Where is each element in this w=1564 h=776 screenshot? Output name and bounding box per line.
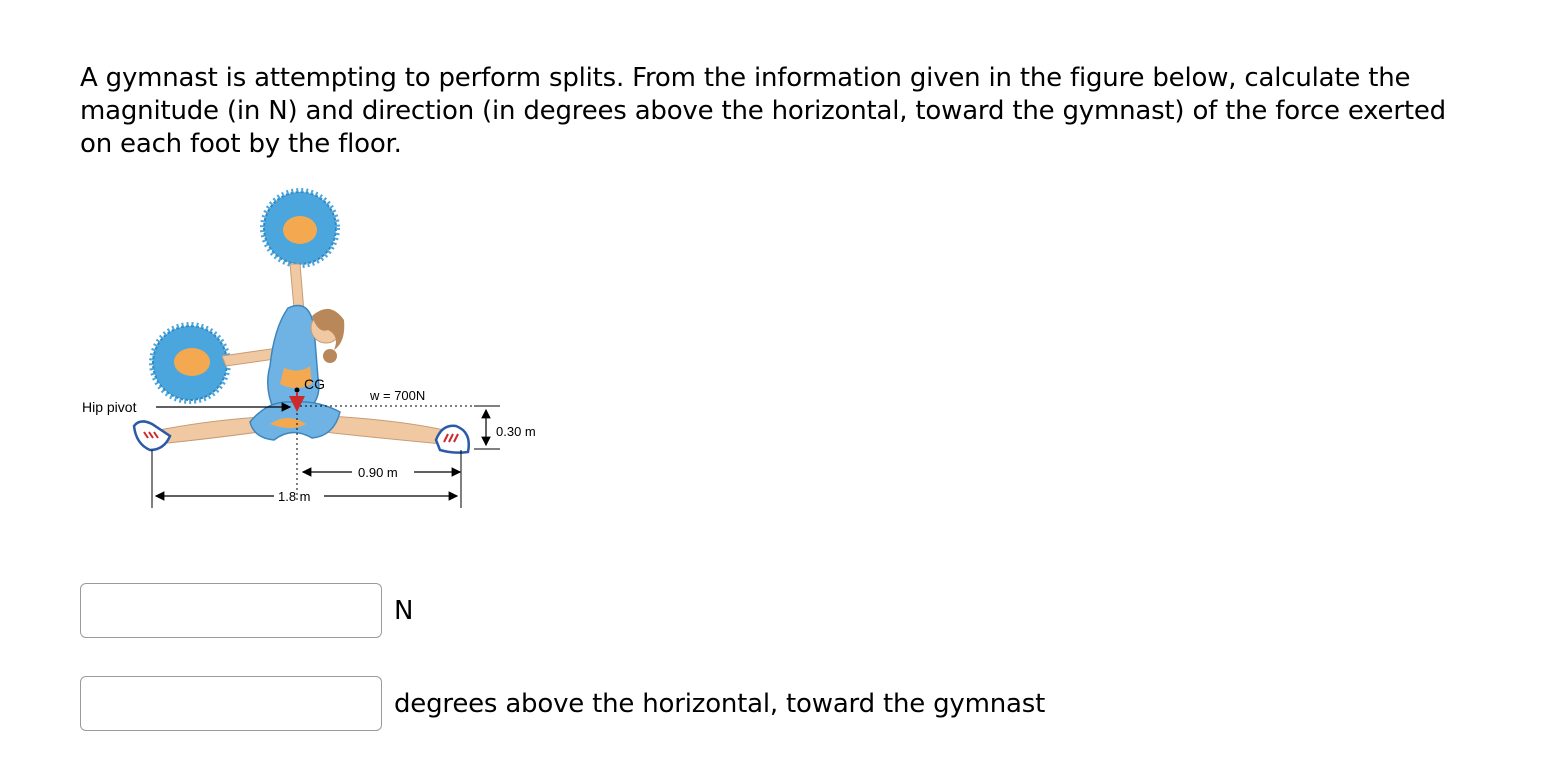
answer-row-magnitude — [80, 583, 413, 638]
gymnast-legs — [154, 402, 444, 444]
cg-label: CG — [304, 376, 325, 392]
direction-input[interactable] — [80, 676, 382, 731]
height-label: 0.30 m — [496, 424, 536, 439]
full-span-label: 1.8 m — [278, 489, 311, 504]
magnitude-unit: N — [394, 595, 414, 626]
cg-point — [295, 388, 300, 393]
top-pompom — [262, 190, 338, 266]
hip-pivot-label: Hip pivot — [82, 399, 137, 415]
right-shoe — [436, 426, 469, 453]
gymnast-body — [268, 306, 345, 411]
magnitude-input[interactable] — [80, 583, 382, 638]
gymnast-splits-figure — [78, 188, 558, 518]
answer-row-direction — [80, 676, 1045, 731]
left-shoe — [134, 421, 170, 450]
left-pompom — [151, 324, 229, 402]
weight-label: w = 700N — [370, 388, 426, 403]
half-span-label: 0.90 m — [358, 465, 398, 480]
question-text: A gymnast is attempting to perform splits. From the information given in the figure below, calculate the magnitude (in N) and direction (in degrees above the horizontal, toward the gymnast) of the force exerted on each foot by the floor. — [80, 63, 1446, 159]
direction-unit: degrees above the horizontal, toward the gymnast — [394, 688, 1046, 719]
